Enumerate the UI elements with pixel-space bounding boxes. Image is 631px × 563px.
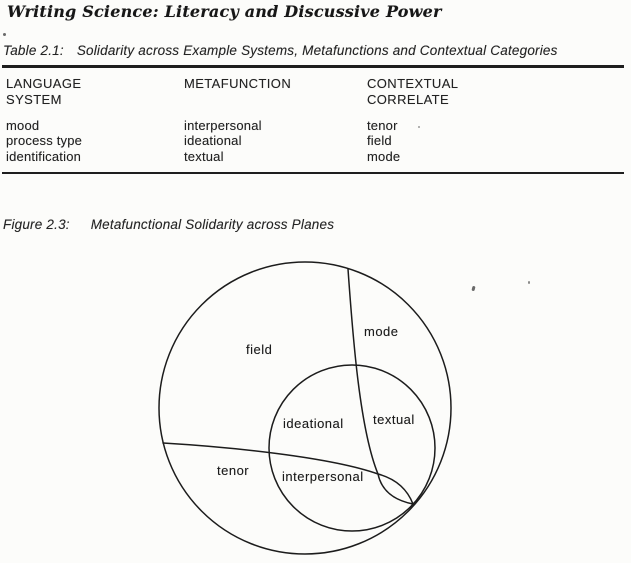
- page-title: Writing Science: Literacy and Discussive Power: [7, 2, 442, 21]
- header-line: CONTEXTUAL: [367, 76, 459, 91]
- figure-caption: [3, 217, 334, 233]
- inner-language-circle: [269, 365, 435, 531]
- table-cell: field: [367, 133, 392, 149]
- header-line: CORRELATE: [367, 92, 450, 107]
- table-header-contextual-correlate: [367, 76, 458, 108]
- diagram-label-ideational: ideational: [283, 416, 344, 431]
- diagram-label-field: field: [246, 342, 273, 357]
- figure-caption-label: Figure 2.3:: [3, 217, 70, 232]
- header-line: LANGUAGE: [6, 76, 82, 91]
- table-header-metafunction: [184, 76, 291, 92]
- table-top-rule: [2, 65, 624, 68]
- diagram-label-mode: mode: [364, 324, 399, 339]
- table-column-language-system: [6, 118, 82, 164]
- diagram-label-interpersonal: interpersonal: [282, 469, 364, 484]
- scan-speck: [528, 281, 530, 284]
- table-cell: mood: [6, 118, 40, 133]
- table-cell: identification: [6, 148, 82, 164]
- table-caption-text: Solidarity across Example Systems, Metafunctions and Contextual Categories: [76, 43, 558, 58]
- diagram-label-textual: textual: [373, 412, 415, 427]
- figure-caption-text: Metafunctional Solidarity across Planes: [90, 217, 335, 232]
- scan-speck: [3, 33, 6, 36]
- table-header-language-system: [6, 76, 81, 108]
- table-column-metafunction: [184, 118, 262, 164]
- table-cell: ideational: [184, 133, 242, 149]
- table-cell: mode: [367, 148, 401, 164]
- table-caption-label: Table 2.1:: [3, 43, 64, 58]
- table-caption: [3, 43, 558, 59]
- mode-divider-curve: [348, 269, 378, 474]
- table-cell: process type: [6, 133, 83, 149]
- header-line: METAFUNCTION: [184, 76, 292, 91]
- diagram-label-tenor: tenor: [217, 463, 250, 478]
- table-cell: textual: [184, 148, 224, 164]
- junction-leaf: [378, 474, 413, 504]
- scan-speck: [418, 126, 420, 128]
- metafunction-planes-diagram: [0, 250, 631, 563]
- table-cell: tenor: [367, 118, 398, 133]
- table-bottom-rule: [2, 172, 624, 174]
- table-column-contextual-correlate: [367, 118, 400, 164]
- header-line: SYSTEM: [6, 92, 62, 107]
- table-cell: interpersonal: [184, 118, 262, 133]
